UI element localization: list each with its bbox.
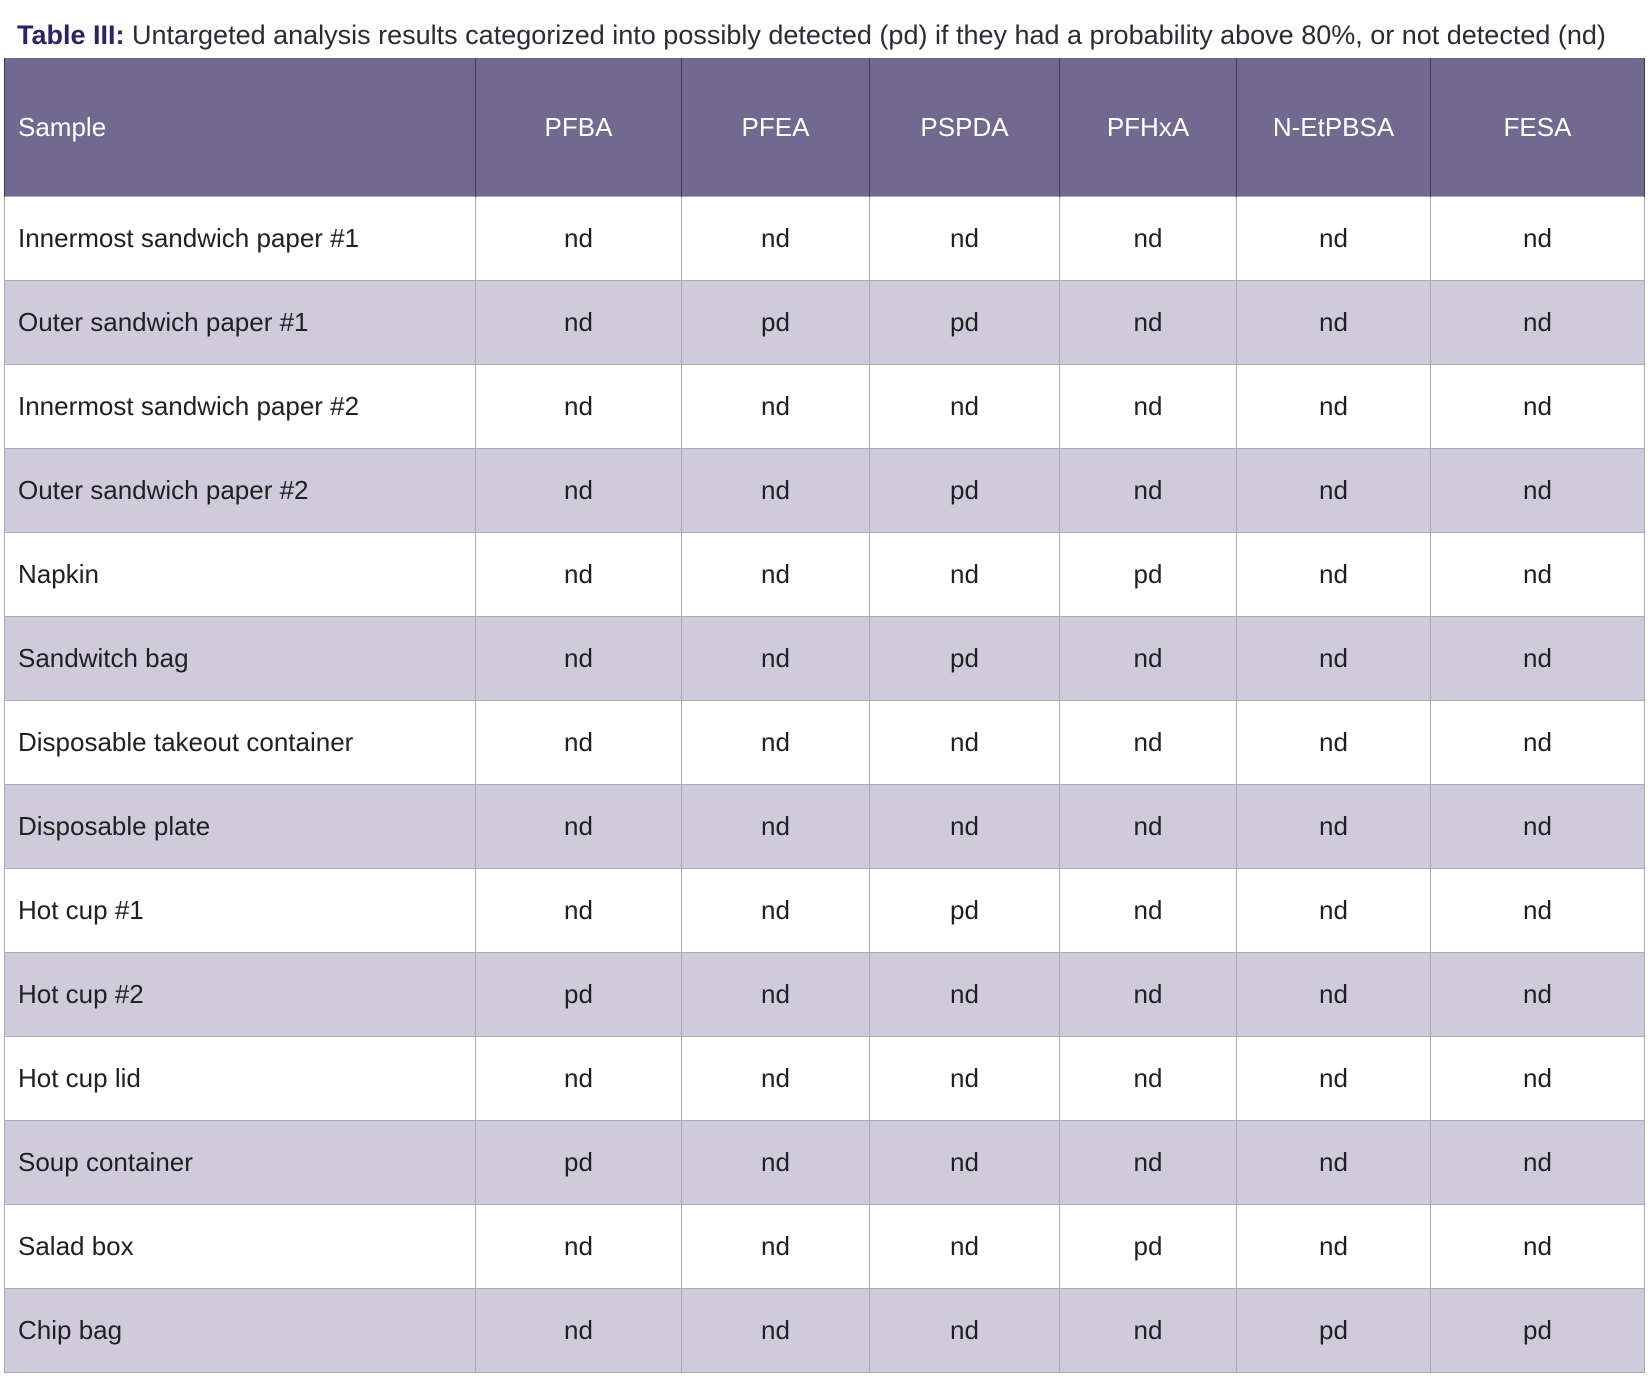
result-cell: nd xyxy=(1060,1121,1237,1205)
result-cell: nd xyxy=(1237,869,1431,953)
result-cell: nd xyxy=(476,869,682,953)
column-header-sample: Sample xyxy=(5,58,476,197)
result-cell: nd xyxy=(682,449,870,533)
result-cell: pd xyxy=(1431,1289,1645,1373)
result-cell: nd xyxy=(1060,953,1237,1037)
result-cell: nd xyxy=(1060,281,1237,365)
table-row xyxy=(5,785,1645,869)
result-cell: nd xyxy=(1431,785,1645,869)
table-row xyxy=(5,953,1645,1037)
sample-name-cell: Salad box xyxy=(5,1205,476,1289)
result-cell: nd xyxy=(476,1037,682,1121)
result-cell: nd xyxy=(870,197,1060,281)
column-header-fesa: FESA xyxy=(1431,58,1645,197)
column-header-pspda: PSPDA xyxy=(870,58,1060,197)
sample-name-cell: Napkin xyxy=(5,533,476,617)
result-cell: nd xyxy=(1237,281,1431,365)
sample-name-cell: Outer sandwich paper #2 xyxy=(5,449,476,533)
column-header-pfea: PFEA xyxy=(682,58,870,197)
result-cell: nd xyxy=(1237,1205,1431,1289)
table-row xyxy=(5,281,1645,365)
result-cell: nd xyxy=(1060,1289,1237,1373)
result-cell: pd xyxy=(870,281,1060,365)
result-cell: nd xyxy=(1431,533,1645,617)
result-cell: nd xyxy=(682,701,870,785)
result-cell: nd xyxy=(1431,449,1645,533)
sample-name-cell: Soup container xyxy=(5,1121,476,1205)
result-cell: nd xyxy=(682,869,870,953)
result-cell: nd xyxy=(476,617,682,701)
sample-name-cell: Disposable plate xyxy=(5,785,476,869)
result-cell: nd xyxy=(1060,449,1237,533)
column-header-pfba: PFBA xyxy=(476,58,682,197)
sample-name-cell: Hot cup #1 xyxy=(5,869,476,953)
result-cell: nd xyxy=(682,365,870,449)
sample-name-cell: Outer sandwich paper #1 xyxy=(5,281,476,365)
result-cell: pd xyxy=(1060,1205,1237,1289)
result-cell: nd xyxy=(1060,1037,1237,1121)
sample-name-cell: Chip bag xyxy=(5,1289,476,1373)
table-row xyxy=(5,1205,1645,1289)
sample-name-cell: Hot cup lid xyxy=(5,1037,476,1121)
result-cell: nd xyxy=(870,1121,1060,1205)
table-caption xyxy=(17,14,1637,56)
result-cell: nd xyxy=(1237,1037,1431,1121)
table-caption-label: Table III: xyxy=(17,20,125,50)
result-cell: nd xyxy=(1237,617,1431,701)
table-body xyxy=(5,197,1645,1373)
table-row xyxy=(5,617,1645,701)
result-cell: pd xyxy=(476,1121,682,1205)
table-caption-text: Untargeted analysis results categorized into possibly detected (pd) if they had a probability above 80%, or not detected (nd) xyxy=(124,20,1606,50)
result-cell: pd xyxy=(1060,533,1237,617)
result-cell: nd xyxy=(1060,617,1237,701)
result-cell: nd xyxy=(682,1289,870,1373)
table-row xyxy=(5,1037,1645,1121)
result-cell: pd xyxy=(1237,1289,1431,1373)
result-cell: nd xyxy=(682,533,870,617)
results-table xyxy=(4,58,1645,1373)
result-cell: nd xyxy=(682,785,870,869)
table-row xyxy=(5,869,1645,953)
result-cell: pd xyxy=(870,617,1060,701)
result-cell: nd xyxy=(1431,953,1645,1037)
result-cell: nd xyxy=(1431,617,1645,701)
result-cell: nd xyxy=(682,1037,870,1121)
result-cell: nd xyxy=(476,197,682,281)
table-row xyxy=(5,449,1645,533)
table-row xyxy=(5,197,1645,281)
result-cell: nd xyxy=(682,1121,870,1205)
result-cell: nd xyxy=(1431,365,1645,449)
result-cell: nd xyxy=(682,953,870,1037)
column-header-pfhxa: PFHxA xyxy=(1060,58,1237,197)
result-cell: nd xyxy=(870,1037,1060,1121)
result-cell: nd xyxy=(476,701,682,785)
sample-name-cell: Hot cup #2 xyxy=(5,953,476,1037)
table-row xyxy=(5,701,1645,785)
result-cell: pd xyxy=(476,953,682,1037)
result-cell: nd xyxy=(476,281,682,365)
result-cell: nd xyxy=(870,365,1060,449)
result-cell: nd xyxy=(476,533,682,617)
result-cell: nd xyxy=(1237,533,1431,617)
table-row xyxy=(5,1121,1645,1205)
result-cell: nd xyxy=(1431,701,1645,785)
result-cell: nd xyxy=(1237,197,1431,281)
result-cell: nd xyxy=(870,1205,1060,1289)
result-cell: nd xyxy=(682,197,870,281)
result-cell: nd xyxy=(476,365,682,449)
sample-name-cell: Disposable takeout container xyxy=(5,701,476,785)
result-cell: nd xyxy=(476,449,682,533)
result-cell: nd xyxy=(682,1205,870,1289)
result-cell: nd xyxy=(1060,365,1237,449)
result-cell: nd xyxy=(1060,197,1237,281)
result-cell: nd xyxy=(476,1205,682,1289)
table-row xyxy=(5,365,1645,449)
result-cell: nd xyxy=(1431,1205,1645,1289)
result-cell: nd xyxy=(1431,869,1645,953)
result-cell: nd xyxy=(476,785,682,869)
result-cell: pd xyxy=(870,449,1060,533)
result-cell: nd xyxy=(1237,785,1431,869)
result-cell: nd xyxy=(1237,1121,1431,1205)
result-cell: nd xyxy=(1237,953,1431,1037)
result-cell: nd xyxy=(476,1289,682,1373)
table-row xyxy=(5,1289,1645,1373)
result-cell: nd xyxy=(870,533,1060,617)
result-cell: nd xyxy=(1060,701,1237,785)
result-cell: nd xyxy=(1431,281,1645,365)
table-header-row xyxy=(5,58,1645,197)
result-cell: nd xyxy=(1431,197,1645,281)
sample-name-cell: Innermost sandwich paper #2 xyxy=(5,365,476,449)
result-cell: nd xyxy=(1237,365,1431,449)
result-cell: nd xyxy=(1237,449,1431,533)
result-cell: nd xyxy=(1060,869,1237,953)
sample-name-cell: Sandwitch bag xyxy=(5,617,476,701)
result-cell: nd xyxy=(870,701,1060,785)
result-cell: nd xyxy=(870,785,1060,869)
result-cell: pd xyxy=(682,281,870,365)
result-cell: nd xyxy=(1060,785,1237,869)
result-cell: nd xyxy=(870,1289,1060,1373)
sample-name-cell: Innermost sandwich paper #1 xyxy=(5,197,476,281)
result-cell: pd xyxy=(870,869,1060,953)
result-cell: nd xyxy=(1431,1037,1645,1121)
result-cell: nd xyxy=(870,953,1060,1037)
table-row xyxy=(5,533,1645,617)
result-cell: nd xyxy=(682,617,870,701)
result-cell: nd xyxy=(1237,701,1431,785)
result-cell: nd xyxy=(1431,1121,1645,1205)
column-header-n-etpbsa: N-EtPBSA xyxy=(1237,58,1431,197)
